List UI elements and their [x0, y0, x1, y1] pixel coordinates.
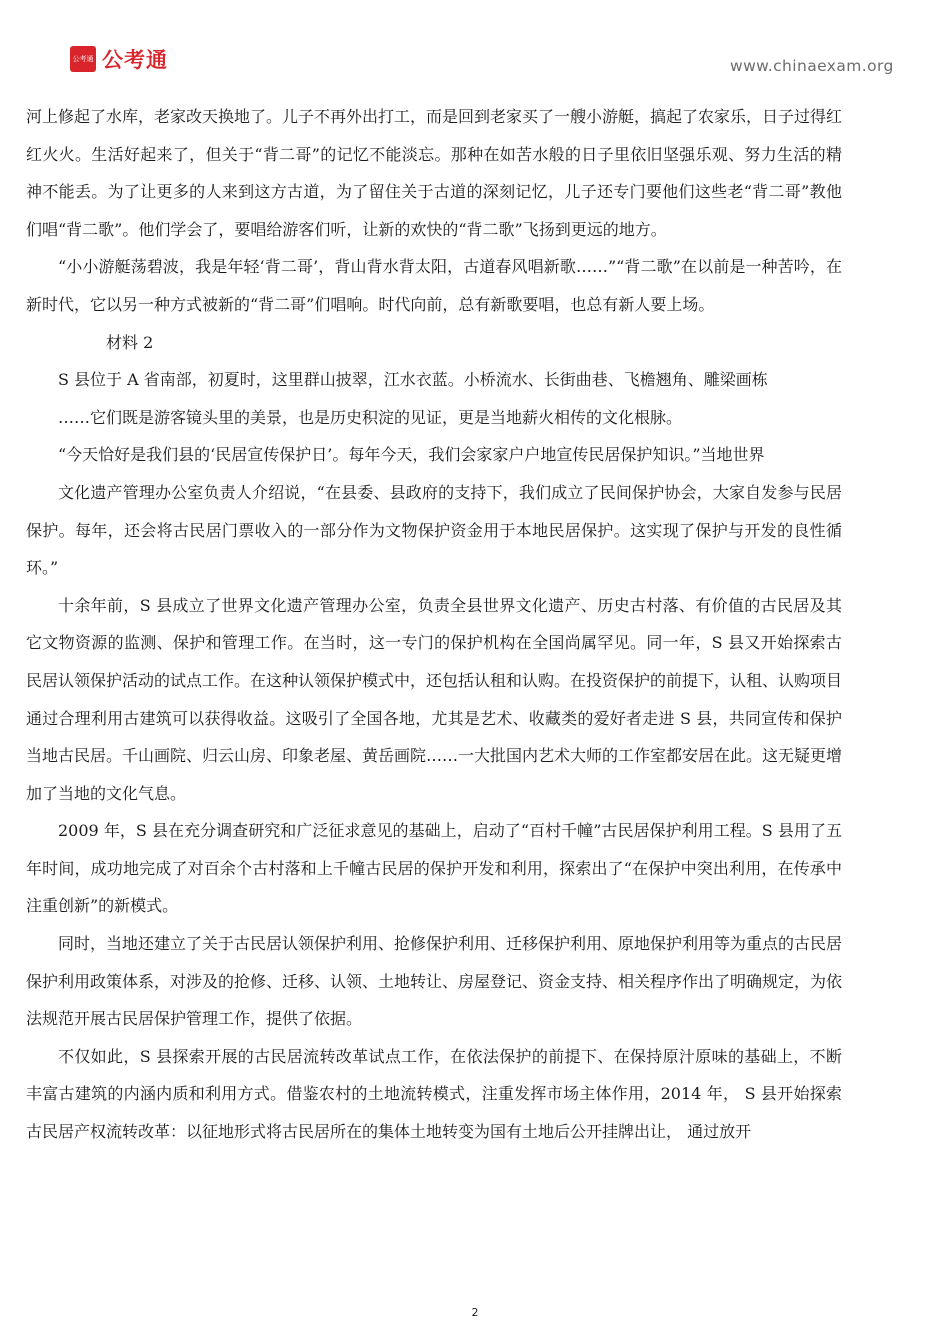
paragraph-10: 不仅如此，S 县探索开展的古民居流转改革试点工作，在依法保护的前提下、在保持原汁原味的基础上，不断丰富古建筑的内涵内质和利用方式。借鉴农村的土地流转模式，注重发挥市场主体作用，2014 年， S 县开始探索古民居产权流转改革：以征地形式将古民居所在的集体土地转变为国有土地后公开挂牌出让， 通过放开: [26, 1046, 842, 1142]
paragraph-3: S 县位于 A 省南部，初夏时，这里群山披翠，江水衣蓝。小桥流水、长街曲巷、飞檐翘角、雕梁画栋: [58, 370, 768, 390]
site-url: www.chinaexam.org: [730, 57, 894, 75]
logo: [70, 44, 168, 74]
paragraph-1: 河上修起了水库，老家改天换地了。儿子不再外出打工，而是回到老家买了一艘小游艇，搞起了农家乐，日子过得红红火火。生活好起来了，但关于“背二哥”的记忆不能淡忘。那种在如苦水般的日子里依旧坚强乐观、努力生活的精神不能丢。为了让更多的人来到这方古道，为了留住关于古道的深刻记忆，儿子还专门要他们这些老“背二哥”教他们唱“背二歌”。他们学会了，要唱给游客们听，让新的欢快的“背二歌”飞扬到更远的地方。: [26, 107, 843, 239]
section-heading: 材料 2: [106, 332, 154, 352]
logo-text: 公考通: [102, 48, 168, 72]
paragraph-5: “今天恰好是我们县的‘民居宣传保护日’。每年今天，我们会家家户户地宣传民居保护知识。”当地世界: [58, 445, 765, 465]
paragraph-4: ……它们既是游客镜头里的美景，也是历史积淀的见证，更是当地薪火相传的文化根脉。: [58, 407, 683, 427]
paragraph-9: 同时，当地还建立了关于古民居认领保护利用、抢修保护利用、迁移保护利用、原地保护利用等为重点的古民居保护利用政策体系，对涉及的抢修、迁移、认领、土地转让、房屋登记、资金支持、相关程序作出了明确规定，为依法规范开展古民居保护管理工作，提供了依据。: [26, 934, 843, 1029]
document-body: [26, 98, 842, 1151]
logo-badge: 公考通: [70, 46, 96, 72]
paragraph-2: “小小游艇荡碧波，我是年轻‘背二哥’，背山背水背太阳，古道春风唱新歌……”“背二歌”在以前是一种苦吟，在新时代，它以另一种方式被新的“背二哥”们唱响。时代向前，总有新歌要唱，也总有新人要上场。: [26, 257, 842, 314]
paragraph-8: 2009 年，S 县在充分调查研究和广泛征求意见的基础上，启动了“百村千幢”古民居保护利用工程。S 县用了五年时间，成功地完成了对百余个古村落和上千幢古民居的保护开发和利用，探索出了“在保护中突出利用，在传承中注重创新”的新模式。: [26, 821, 842, 916]
paragraph-6: 文化遗产管理办公室负责人介绍说，“在县委、县政府的支持下，我们成立了民间保护协会，大家自发参与民居保护。每年，还会将古民居门票收入的一部分作为文物保护资金用于本地民居保护。这实现了保护与开发的良性循环。”: [26, 482, 842, 578]
page-header: [0, 0, 950, 95]
paragraph-7: 十余年前，S 县成立了世界文化遗产管理办公室，负责全县世界文化遗产、历史古村落、有价值的古民居及其它文物资源的监测、保护和管理工作。在当时，这一专门的保护机构在全国尚属罕见。同一年，S 县又开始探索古民居认领保护活动的试点工作。在这种认领保护模式中，还包括认租和认购。在投资保护的前提下，认租、认购项目通过合理利用古建筑可以获得收益。这吸引了全国各地，尤其是艺术、收藏类的爱好者走进 S 县，共同宣传和保护当地古民居。千山画院、归云山房、印象老屋、黄岳画院……一大批国内艺术大师的工作室都安居在此。这无疑更增加了当地的文化气息。: [26, 595, 843, 803]
page-number: 2: [471, 1306, 479, 1319]
